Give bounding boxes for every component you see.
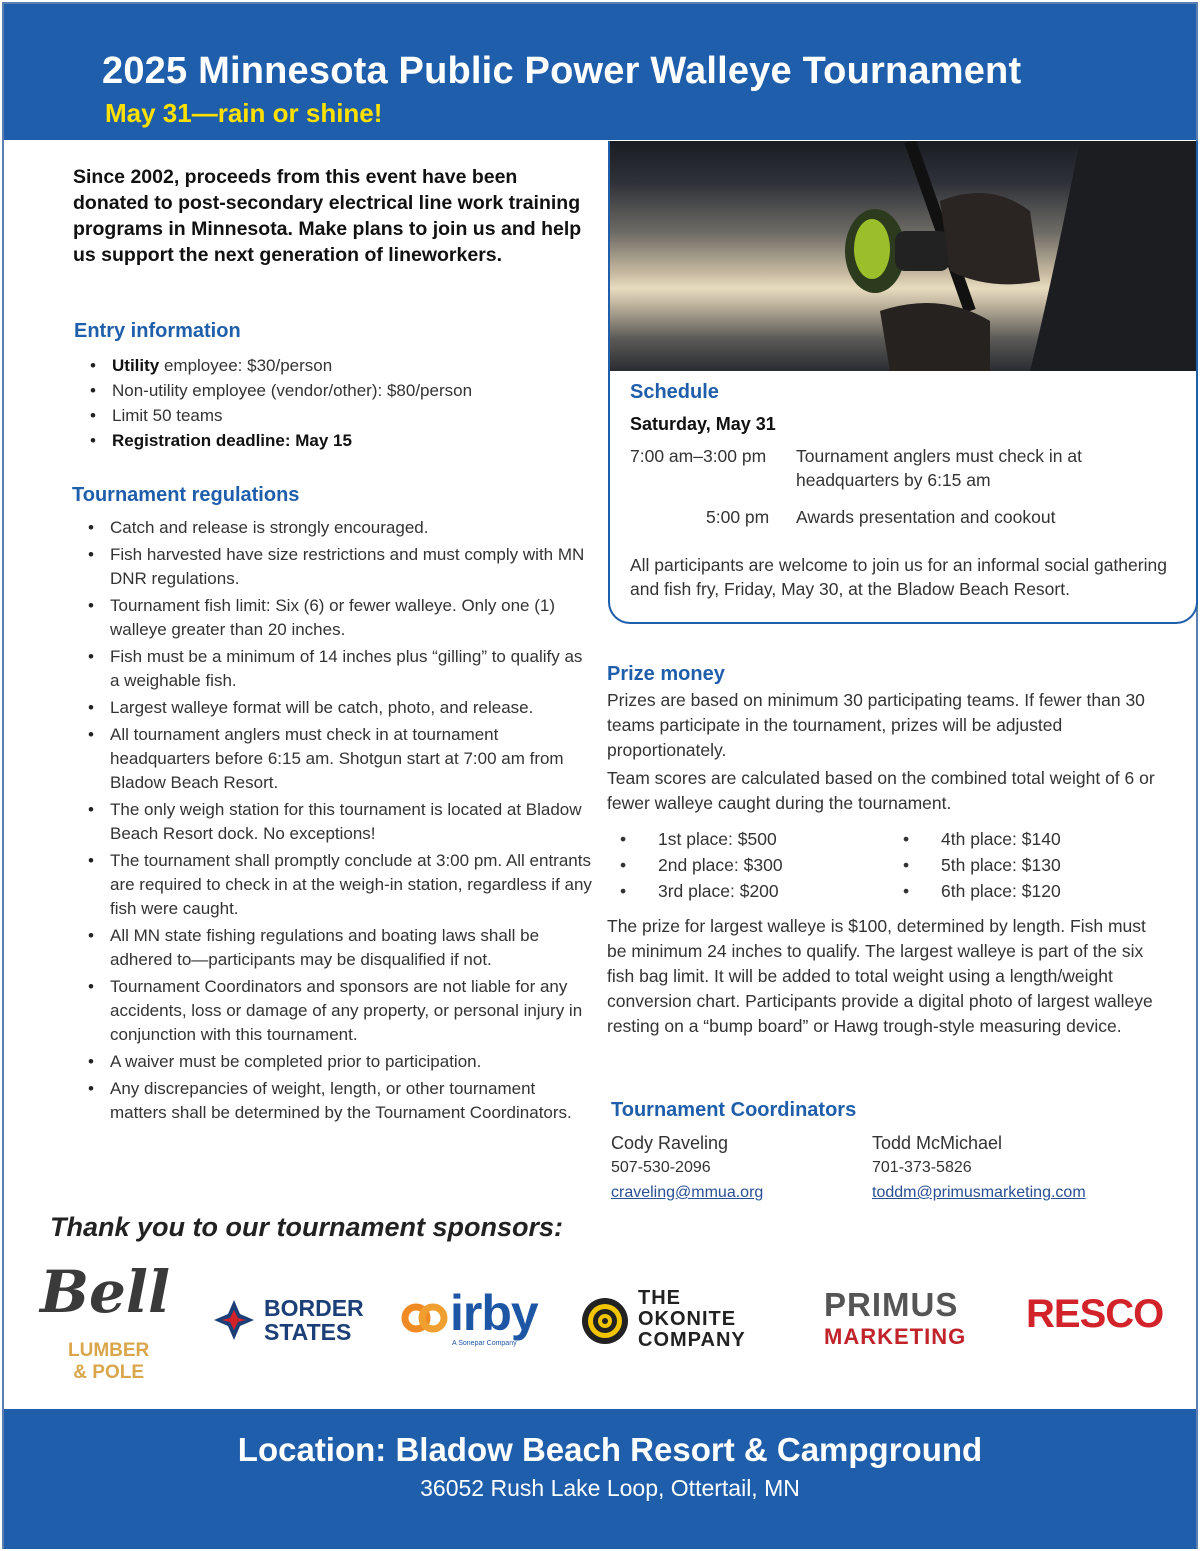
schedule-day: Saturday, May 31 — [630, 414, 776, 434]
coordinator-name: Cody Raveling — [611, 1133, 729, 1153]
border-states-icon — [212, 1298, 256, 1342]
bell-logo-subtext: LUMBER & POLE — [68, 1340, 150, 1383]
schedule-time: 7:00 am–3:00 pm — [630, 446, 767, 466]
list-item: • Registration deadline: May 15 — [75, 429, 595, 453]
coordinator-name: Todd McMichael — [872, 1133, 1003, 1153]
list-item: • The tournament shall promptly conclude at 3:00 pm. All entrants are required to check in at the weigh-in station, regardless if any fish were caught. — [73, 849, 593, 921]
schedule-note: All participants are welcome to join us for an informal social gathering and fish fry, Friday, May 30, at the Bladow Beach Resort. — [630, 555, 1167, 599]
coordinator-email-link[interactable]: craveling@mmua.org — [611, 1184, 764, 1201]
irby-icon — [400, 1298, 450, 1338]
fishing-photo — [610, 141, 1198, 371]
list-item: • Limit 50 teams — [75, 404, 595, 428]
entry-heading: Entry information — [74, 320, 241, 342]
okonite-text: THE OKONITE COMPANY — [638, 1287, 746, 1351]
regulations-heading: Tournament regulations — [72, 484, 300, 506]
entry-list — [75, 354, 595, 454]
prize-paragraph: Team scores are calculated based on the combined total weight of 6 or fewer walleye caught during the tournament. — [607, 768, 1155, 813]
schedule-description: Awards presentation and cookout — [796, 507, 1056, 527]
irby-logo-subtext: A Sonepar Company — [452, 1340, 517, 1347]
page-subtitle: May 31—rain or shine! — [105, 98, 383, 128]
irby-logo-text: irby — [450, 1285, 538, 1341]
header-banner — [4, 4, 1196, 140]
list-item: • Tournament fish limit: Six (6) or fewer walleye. Only one (1) walleye greater than 20 inches. — [73, 594, 593, 642]
footer-banner — [4, 1409, 1196, 1549]
schedule-description: Tournament anglers must check in at headquarters by 6:15 am — [796, 446, 1082, 490]
list-item: • Catch and release is strongly encouraged. — [73, 516, 593, 540]
list-item: • Non-utility employee (vendor/other): $80/person — [75, 379, 595, 403]
primus-marketing-logo — [824, 1286, 984, 1352]
irby-logo — [400, 1285, 550, 1352]
list-item: • Utility employee: $30/person — [75, 354, 595, 378]
list-item: • The only weigh station for this tournament is located at Bladow Beach Resort dock. No exceptions! — [73, 798, 593, 846]
coordinator-email-link[interactable]: toddm@primusmarketing.com — [872, 1184, 1086, 1201]
prize-paragraph: The prize for largest walleye is $100, determined by length. Fish must be minimum 24 inches to qualify. The largest walleye is part of the six fish bag limit. It will be added to total weight using a length/weight conversion chart. Participants provide a digital photo of largest walleye resting on a “bump board” or Hawg trough-style measuring device. — [607, 916, 1153, 1036]
schedule-box — [608, 141, 1198, 624]
location-title: Location: Bladow Beach Resort & Campground — [237, 1431, 983, 1468]
bell-logo-text: Bell — [40, 1258, 170, 1326]
page-title: 2025 Minnesota Public Power Walleye Tournament — [102, 50, 1022, 92]
prize-paragraph: Prizes are based on minimum 30 participating teams. If fewer than 30 teams participate in the tournament, prizes will be adjusted proportionately. — [607, 690, 1145, 760]
list-item: • All MN state fishing regulations and boating laws shall be adhered to—participants may be disqualified if not. — [73, 924, 593, 972]
okonite-logo — [580, 1288, 795, 1354]
list-item: • Fish harvested have size restrictions and must comply with MN DNR regulations. — [73, 543, 593, 591]
coordinator-phone: 507-530-2096 — [611, 1159, 711, 1176]
coordinator-card — [611, 1130, 763, 1206]
schedule-heading: Schedule — [630, 381, 719, 403]
schedule-time: 5:00 pm — [706, 507, 770, 527]
list-item: • All tournament anglers must check in at tournament headquarters before 6:15 am. Shotgun start at 7:00 am from Bladow Beach Resort. — [73, 723, 593, 795]
intro-paragraph: Since 2002, proceeds from this event have been donated to post-secondary electrical line work training programs in Minnesota. Make plans to join us and help us support the next generation of lineworkers. — [73, 166, 582, 266]
coordinators-heading: Tournament Coordinators — [611, 1099, 857, 1121]
fishing-reel-illustration — [610, 141, 1198, 371]
border-states-logo — [212, 1296, 372, 1346]
list-item: • Largest walleye format will be catch, photo, and release. — [73, 696, 593, 720]
border-states-text: BORDER STATES — [264, 1295, 364, 1345]
location-address: 36052 Rush Lake Loop, Ottertail, MN — [420, 1475, 800, 1501]
primus-logo-subtext: MARKETING — [824, 1324, 967, 1349]
resco-logo: RESCO — [1026, 1292, 1164, 1336]
primus-logo-text: PRIMUS — [824, 1286, 959, 1323]
sponsors-heading: Thank you to our tournament sponsors: — [50, 1212, 564, 1242]
bell-lumber-logo — [40, 1258, 190, 1388]
coordinator-card — [872, 1130, 1086, 1206]
okonite-icon — [580, 1296, 630, 1346]
list-item: • Fish must be a minimum of 14 inches plus “gilling” to qualify as a weighable fish. — [73, 645, 593, 693]
prize-heading: Prize money — [607, 663, 725, 685]
list-item: • A waiver must be completed prior to participation. — [73, 1050, 593, 1074]
regulations-list — [73, 516, 593, 1128]
list-item: • Any discrepancies of weight, length, or other tournament matters shall be determined by the Tournament Coordinators. — [73, 1077, 593, 1125]
coordinator-phone: 701-373-5826 — [872, 1159, 972, 1176]
list-item: • Tournament Coordinators and sponsors are not liable for any accidents, loss or damage of any property, or personal injury in conjunction with this tournament. — [73, 975, 593, 1047]
